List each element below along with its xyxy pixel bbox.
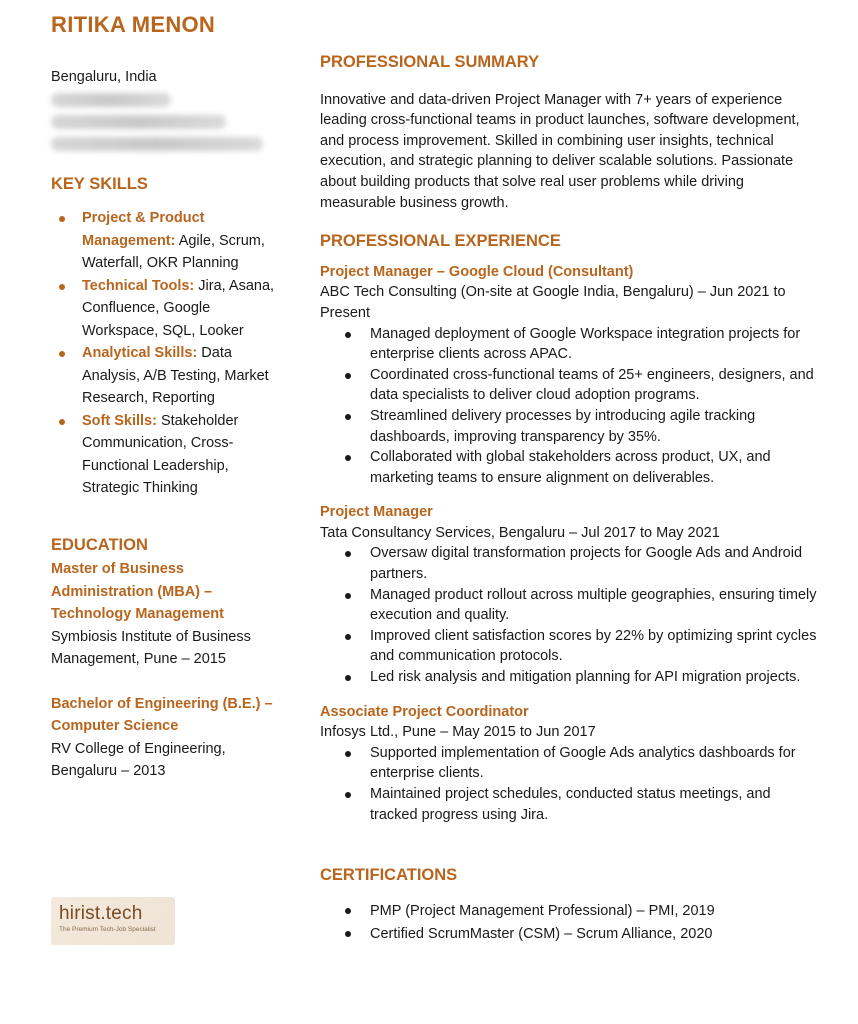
list-item: Maintained project schedules, conducted status meetings, and tracked progress using Jira. <box>370 784 820 825</box>
experience-title: PROFESSIONAL EXPERIENCE <box>320 232 561 251</box>
key-skills-title: KEY SKILLS <box>51 174 148 193</box>
degree: Master of Business Administration (MBA) – Technology Management <box>51 561 224 622</box>
job-company: Tata Consultancy Services, Bengaluru – Jul 2017 to May 2021 <box>320 524 720 541</box>
list-item: Led risk analysis and mitigation planning for API migration projects. <box>370 667 820 688</box>
job-entry <box>320 702 820 826</box>
redacted-phone <box>51 93 171 107</box>
logo-tagline: The Premium Tech-Job Specialist <box>59 926 156 933</box>
skill-item <box>82 410 281 500</box>
right-column <box>320 52 820 946</box>
summary-title: PROFESSIONAL SUMMARY <box>320 53 540 71</box>
summary-text: Innovative and data-driven Project Manager with 7+ years of experience leading cross-functional teams in product launches, software development, and process improvement. Skilled in combining user insights, technical execution, and strategic planning to deliver scalable solutions. Passionate about building products that solve real user problems while driving measurable business growth. <box>320 91 800 211</box>
key-skills-list <box>51 207 281 500</box>
degree: Bachelor of Engineering (B.E.) – Computer Science <box>51 695 273 734</box>
job-bullets <box>320 543 820 687</box>
skill-label: Analytical Skills: <box>82 345 198 361</box>
list-item: PMP (Project Management Professional) – PMI, 2019 <box>370 900 820 923</box>
school: RV College of Engineering, Bengaluru – 2013 <box>51 740 226 779</box>
skill-text: Data Analysis, A/B Testing, Market Research, Reporting <box>82 345 269 406</box>
list-item: Improved client satisfaction scores by 22% by optimizing sprint cycles and communication protocols. <box>370 626 820 667</box>
list-item: Managed deployment of Google Workspace integration projects for enterprise clients across APAC. <box>370 324 820 365</box>
skill-text: Jira, Asana, Confluence, Google Workspace, SQL, Looker <box>82 277 275 339</box>
candidate-name: RITIKA MENON <box>51 12 216 37</box>
job-entry <box>320 502 820 687</box>
education-item <box>51 558 281 671</box>
list-item: Certified ScrumMaster (CSM) – Scrum Alliance, 2020 <box>370 923 820 946</box>
job-bullets <box>320 324 820 489</box>
job-company: Infosys Ltd., Pune – May 2015 to Jun 2017 <box>320 724 596 741</box>
job-title: Project Manager – Google Cloud (Consultant) <box>320 263 634 280</box>
job-bullets <box>320 743 820 825</box>
location: Bengaluru, India <box>51 69 157 85</box>
school: Symbiosis Institute of Business Management, Pune – 2015 <box>51 628 251 667</box>
skill-text: Stakeholder Communication, Cross-Functional Leadership, Strategic Thinking <box>82 412 239 496</box>
skill-item <box>82 207 281 275</box>
job-title: Project Manager <box>320 504 433 521</box>
skill-label: Project & Product Management: <box>82 210 205 249</box>
redacted-email <box>51 115 226 129</box>
contact-redacted <box>51 93 281 151</box>
left-column <box>51 66 281 783</box>
education-title: EDUCATION <box>51 535 148 554</box>
list-item: Streamlined delivery processes by introducing agile tracking dashboards, improving transparency by 35%. <box>370 406 820 447</box>
certifications-list <box>320 900 820 946</box>
list-item: Managed product rollout across multiple geographies, ensuring timely execution and quality. <box>370 585 820 626</box>
skill-label: Technical Tools: <box>82 277 195 294</box>
education-item <box>51 693 281 783</box>
skill-item <box>82 342 281 410</box>
job-entry <box>320 262 820 489</box>
list-item: Oversaw digital transformation projects for Google Ads and Android partners. <box>370 543 820 584</box>
list-item: Collaborated with global stakeholders across product, UX, and marketing teams to ensure alignment on deliverables. <box>370 447 820 488</box>
skill-item <box>82 275 281 343</box>
job-title: Associate Project Coordinator <box>320 703 529 720</box>
list-item: Coordinated cross-functional teams of 25+ engineers, designers, and data specialists to deliver cloud adoption programs. <box>370 365 820 406</box>
skill-label: Soft Skills: <box>82 412 157 429</box>
list-item: Supported implementation of Google Ads analytics dashboards for enterprise clients. <box>370 743 820 784</box>
skill-text: Agile, Scrum, Waterfall, OKR Planning <box>82 232 265 271</box>
redacted-link <box>51 137 263 151</box>
certifications-title: CERTIFICATIONS <box>320 866 458 885</box>
logo-brand: hirist.tech <box>59 903 143 924</box>
hirist-logo <box>51 897 175 945</box>
job-company: ABC Tech Consulting (On-site at Google India, Bengaluru) – Jun 2021 to Present <box>320 284 786 321</box>
